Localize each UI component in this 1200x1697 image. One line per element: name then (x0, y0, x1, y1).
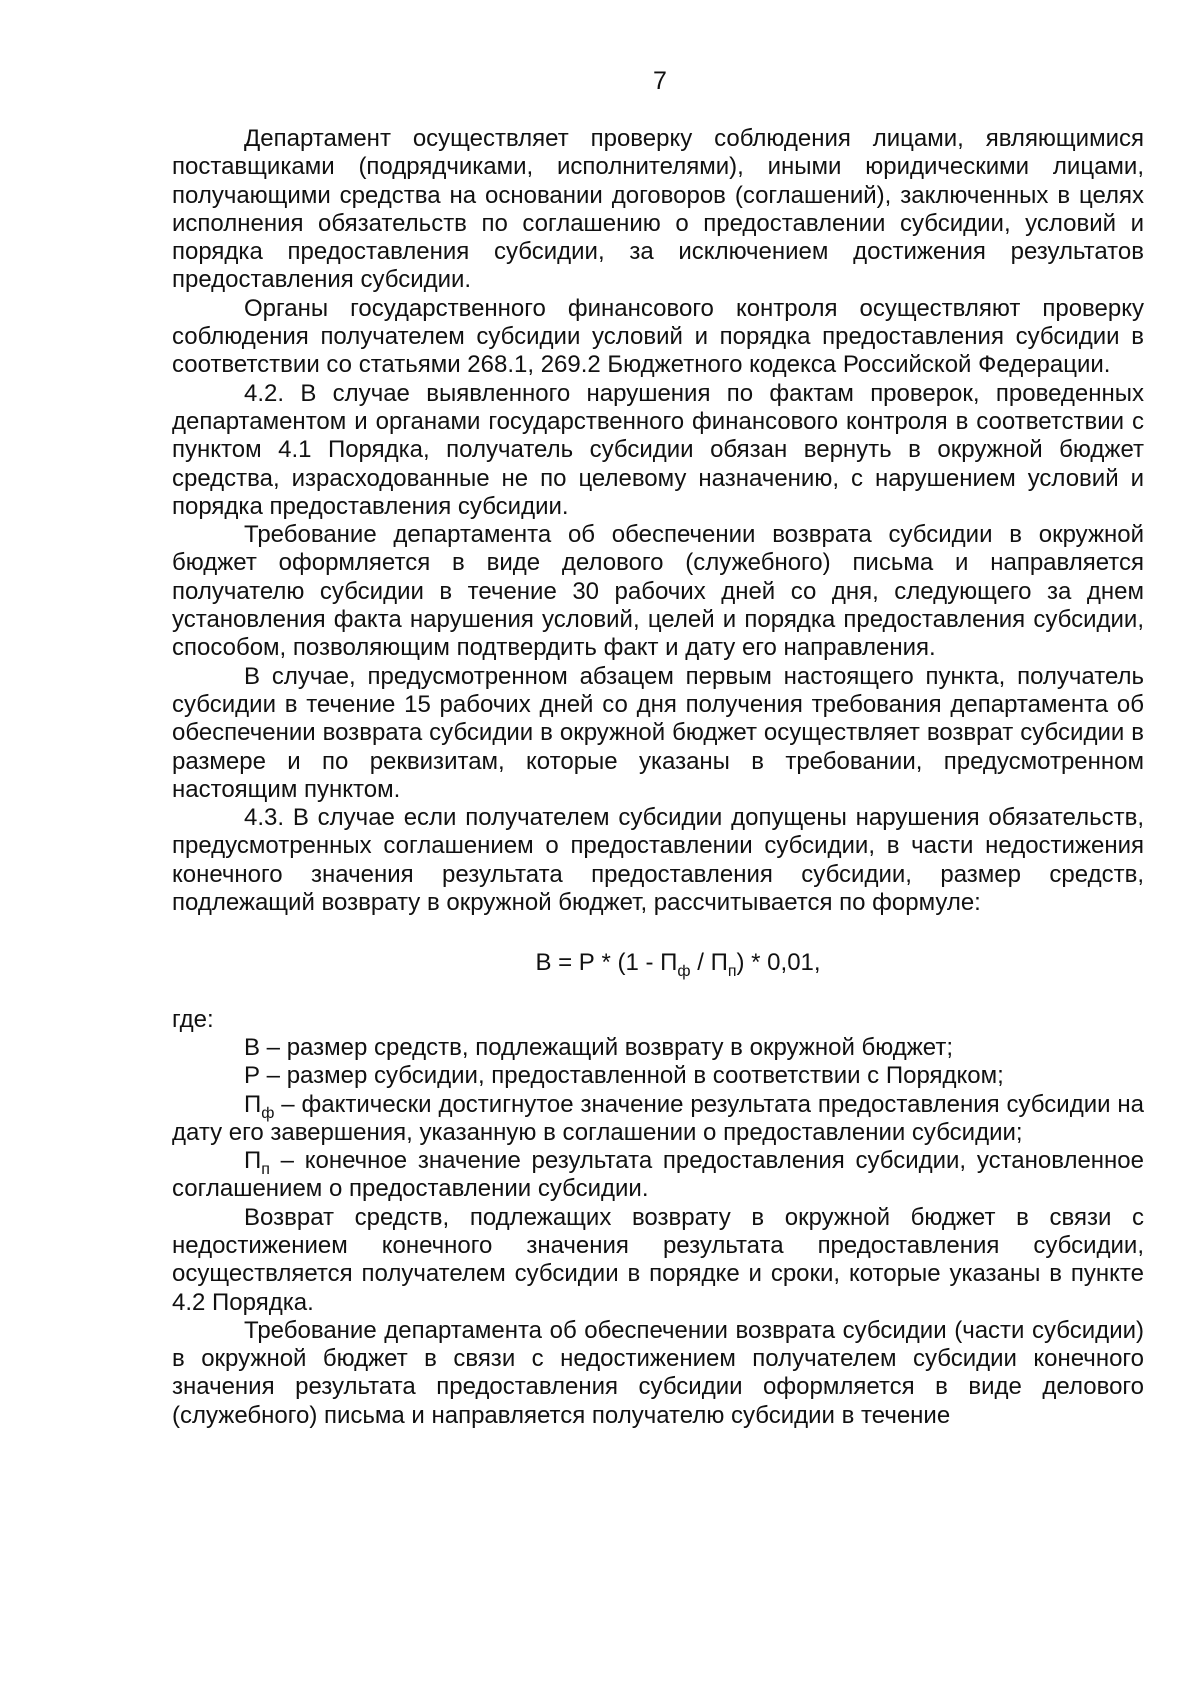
paragraph-return-requirement: Требование департамента об обеспечении возврата субсидии в окружной бюджет оформляется в виде делового (служебного) письма и направляется получателю субсидии в течение 30 рабочих дней со дня, следующего за днем установления факта нарушения условий, целей и порядка предоставления субсидии, способом, позволяющим подтвердить факт и дату его направления. (172, 521, 1144, 662)
where-label: где: (172, 1005, 214, 1033)
definition-pf-sub: ф (261, 1104, 275, 1122)
document-body (172, 125, 1144, 1430)
formula-sub-1: ф (677, 963, 691, 981)
paragraph-return-letter: Требование департамента об обеспечении возврата субсидии (части субсидии) в окружной бюджет в связи с недостижением получателем субсидии конечного значения результата предоставления субсидии оформляется в виде делового (служебного) письма и направляется получателю субсидии в течение (172, 1316, 1144, 1429)
paragraph-financial-control: Органы государственного финансового контроля осуществляют проверку соблюдения получателем субсидии условий и порядка предоставления субсидии в соответствии со статьями 268.1, 269.2 Бюджетного кодекса Российской Федерации. (172, 294, 1144, 379)
paragraph-return-procedure: Возврат средств, подлежащих возврату в окружной бюджет в связи с недостижением конечного значения результата предоставления субсидии, осуществляется получателем субсидии в порядке и сроки, которые указаны в пункте 4.2 Порядка. (172, 1203, 1144, 1316)
paragraph-return-term: В случае, предусмотренном абзацем первым настоящего пункта, получатель субсидии в течение 15 рабочих дней со дня получения требования департамента об обеспечении возврата субсидии в окружной бюджет осуществляет возврат субсидии в размере и по реквизитам, которые указаны в требовании, предусмотренном настоящим пунктом. (172, 662, 1144, 803)
formula-part-2: / П (690, 949, 728, 977)
definition-pf (172, 1091, 1144, 1148)
definition-pf-symbol: П (244, 1090, 262, 1118)
definition-r: Р – размер субсидии, предоставленной в соответствии с Порядком; (244, 1062, 1004, 1090)
paragraph-department-check: Департамент осуществляет проверку соблюдения лицами, являющимися поставщиками (подрядчиками, исполнителями), иными юридическими лицами, получающими средства на основании договоров (соглашений), заключенных в целях исполнения обязательств по соглашению о предоставлении субсидии, условий и порядка предоставления субсидии, за исключением достижения результатов предоставления субсидии. (172, 125, 1144, 294)
paragraph-4-2: 4.2. В случае выявленного нарушения по фактам проверок, проведенных департаментом и органами государственного финансового контроля в соответствии с пунктом 4.1 Порядка, получатель субсидии обязан вернуть в окружной бюджет средства, израсходованные не по целевому назначению, с нарушением условий и порядка предоставления субсидии. (172, 379, 1144, 520)
page-number: 7 (653, 67, 667, 95)
return-formula (172, 949, 1144, 981)
definition-pp (172, 1147, 1144, 1204)
definition-v: В – размер средств, подлежащий возврату в окружной бюджет; (244, 1033, 954, 1061)
definition-pp-sub: п (261, 1160, 270, 1178)
definition-pp-text: – конечное значение результата предоставления субсидии, установленное соглашением о предоставлении субсидии. (172, 1147, 1144, 1203)
formula-part-1: В = Р * (1 - П (535, 949, 678, 977)
formula-sub-2: п (727, 963, 737, 981)
definition-pf-text: – фактически достигнутое значение результата предоставления субсидии на дату его завершения, указанную в соглашении о предоставлении субсидии; (172, 1090, 1144, 1146)
definition-pp-symbol: П (244, 1147, 262, 1175)
paragraph-4-3: 4.3. В случае если получателем субсидии допущены нарушения обязательств, предусмотренных соглашением о предоставлении субсидии, в части недостижения конечного значения результата предоставления субсидии, размер средств, подлежащий возврату в окружной бюджет, рассчитывается по формуле: (172, 804, 1144, 917)
formula-part-3: ) * 0,01, (736, 949, 821, 977)
